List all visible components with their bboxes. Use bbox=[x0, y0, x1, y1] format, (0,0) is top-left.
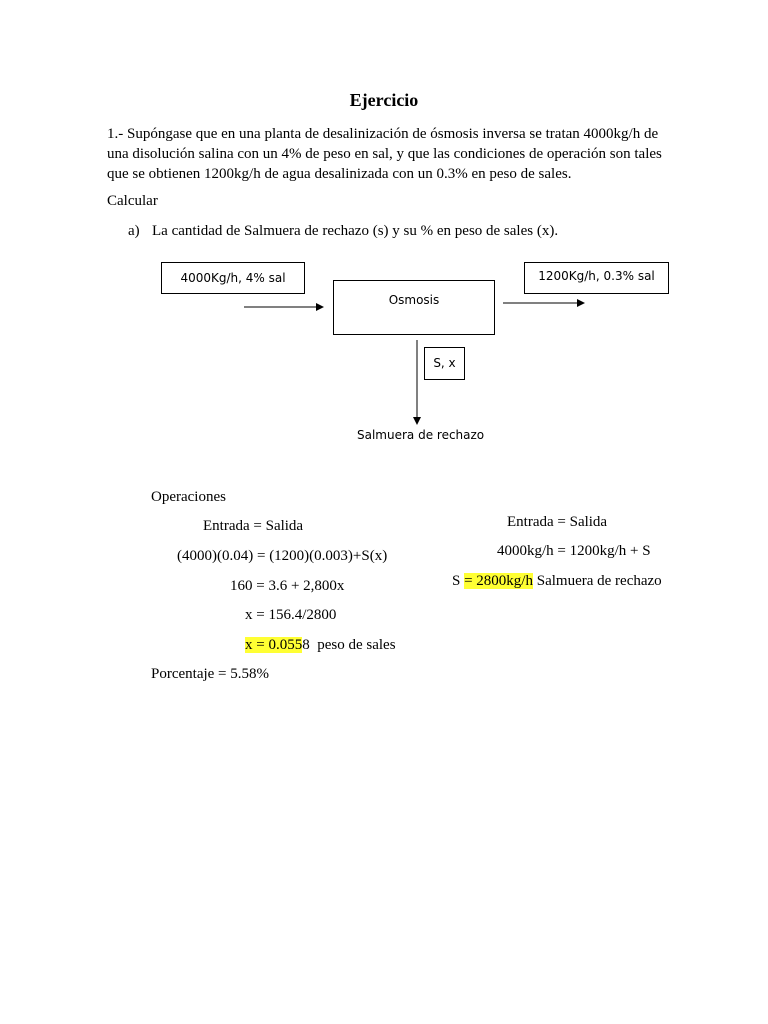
right-eq-3 bbox=[452, 573, 662, 590]
osmosis-process-label: Osmosis bbox=[388, 293, 440, 307]
left-eq-5 bbox=[245, 637, 396, 654]
highlighted-result: x = 0.055 bbox=[245, 637, 303, 653]
percentage-result: Porcentaje = 5.58% bbox=[151, 666, 270, 682]
left-eq-3: 160 = 3.6 + 2,800x bbox=[230, 578, 345, 594]
left-eq-2: (4000)(0.04) = (1200)(0.003)+S(x) bbox=[177, 548, 388, 564]
problem-statement: 1.- Supóngase que en una planta de desalinización de ósmosis inversa se tratan 4000kg/h de una disolución salina con un 4% de peso en sal, y que las condiciones de operación son tales que se obtienen 1200kg/h de agua desalinizada con un 0.3% en peso de sales. bbox=[107, 126, 662, 182]
reject-output-label: Salmuera de rechazo bbox=[357, 428, 485, 442]
item-a-text: La cantidad de Salmuera de rechazo (s) y su % en peso de sales (x). bbox=[152, 223, 559, 239]
item-a-marker: a) bbox=[128, 223, 140, 239]
right-eq-3-suffix: Salmuera de rechazo bbox=[532, 573, 662, 589]
right-eq-1: Entrada = Salida bbox=[507, 514, 608, 530]
left-eq-1: Entrada = Salida bbox=[203, 518, 304, 534]
reject-stream-label: S, x bbox=[433, 356, 456, 370]
result-suffix: 8 peso de sales bbox=[302, 637, 396, 653]
calcular-label: Calcular bbox=[107, 193, 158, 209]
right-eq-2: 4000kg/h = 1200kg/h + S bbox=[497, 543, 651, 559]
page-title: Ejercicio bbox=[349, 90, 419, 110]
output-stream-label: 1200Kg/h, 0.3% sal bbox=[538, 269, 655, 283]
highlighted-salmuera: = 2800kg/h bbox=[464, 573, 533, 589]
right-eq-3-prefix: S bbox=[452, 573, 465, 589]
left-eq-4: x = 156.4/2800 bbox=[245, 607, 337, 623]
input-stream-label: 4000Kg/h, 4% sal bbox=[180, 271, 286, 285]
operations-heading: Operaciones bbox=[151, 489, 226, 505]
